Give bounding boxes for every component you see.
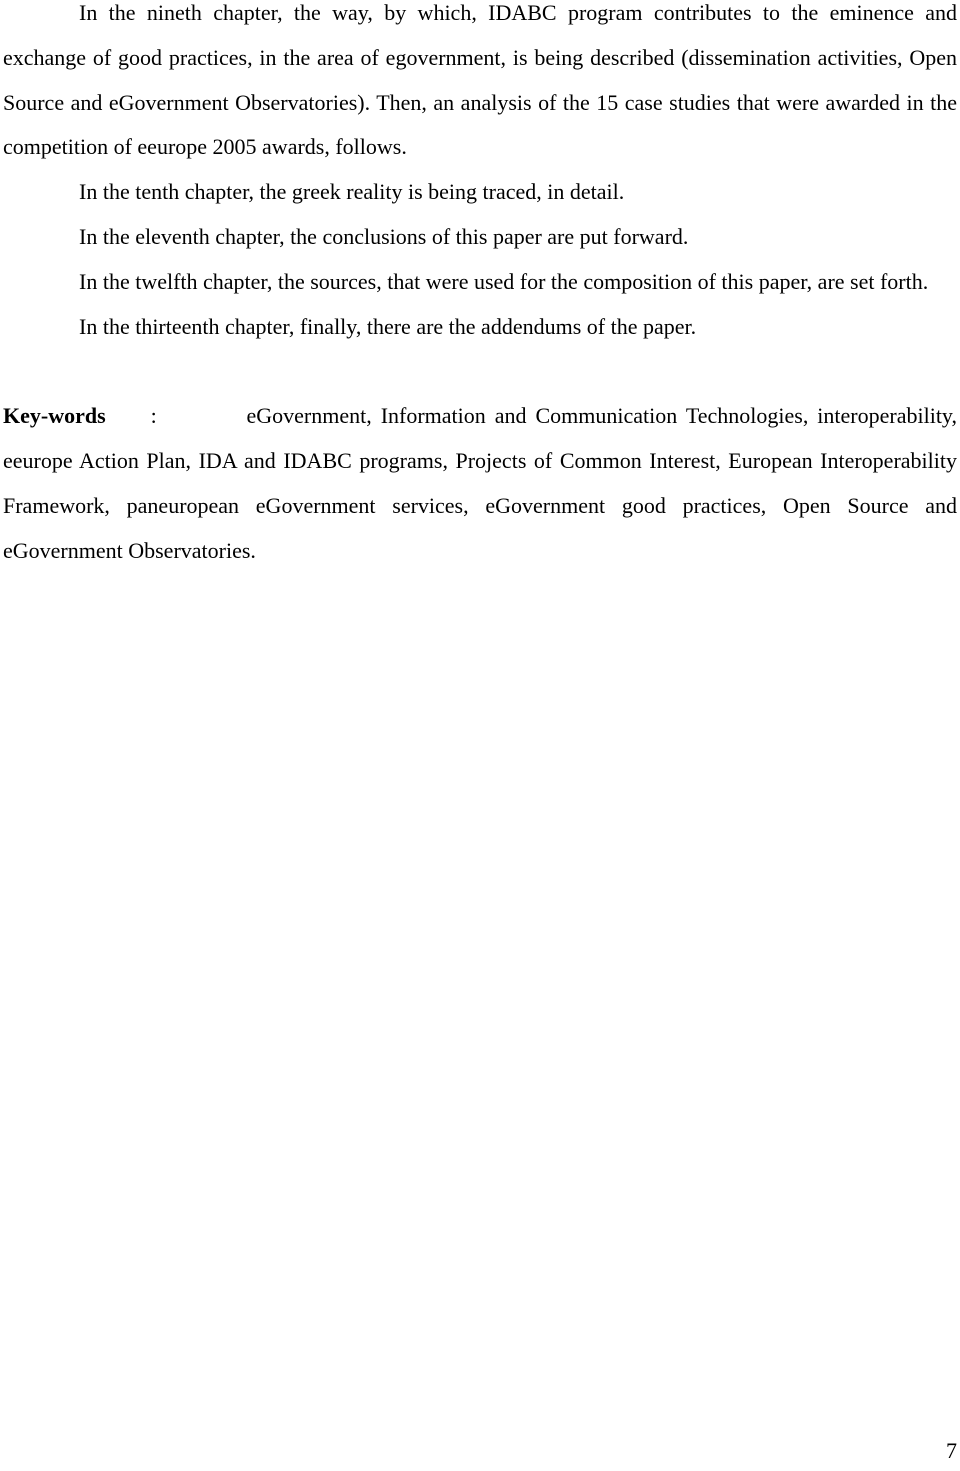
paragraph-twelfth-chapter: In the twelfth chapter, the sources, that were used for the composition of this paper, are set forth. — [79, 268, 929, 294]
page-body — [3, 0, 957, 573]
page-number: 7 — [946, 1438, 957, 1463]
keywords-separator — [106, 403, 247, 428]
paragraph-thirteenth-chapter: In the thirteenth chapter, finally, there are the addendums of the paper. — [79, 313, 697, 339]
paragraph-eleventh-chapter: In the eleventh chapter, the conclusions of this paper are put forward. — [79, 223, 689, 249]
keywords-text: eGovernment, Information and Communication Technologies, interoperability, eeurope Action Plan, IDA and IDABC programs, Projects of Common Interest, European Interoperability Framework, paneuropean eGovernment services, eGovernment good practices, Open Source and eGovernment Observatories. — [3, 403, 958, 563]
section-spacer — [3, 349, 957, 394]
keywords-paragraph — [3, 394, 957, 573]
keywords-colon: : — [150, 403, 157, 429]
paragraph-ninth-chapter: In the nineth chapter, the way, by which, IDABC program contributes to the eminence and exchange of good practices, in the area of egovernment, is being described (dissemination activities, Open Source and eGovernment Observatories). Then, an analysis of the 15 case studies that were awarded in the competition of eeurope 2005 awards, follows. — [3, 0, 957, 160]
keywords-label: Key-words — [3, 403, 106, 429]
paragraph-tenth-chapter: In the tenth chapter, the greek reality is being traced, in detail. — [79, 179, 625, 205]
